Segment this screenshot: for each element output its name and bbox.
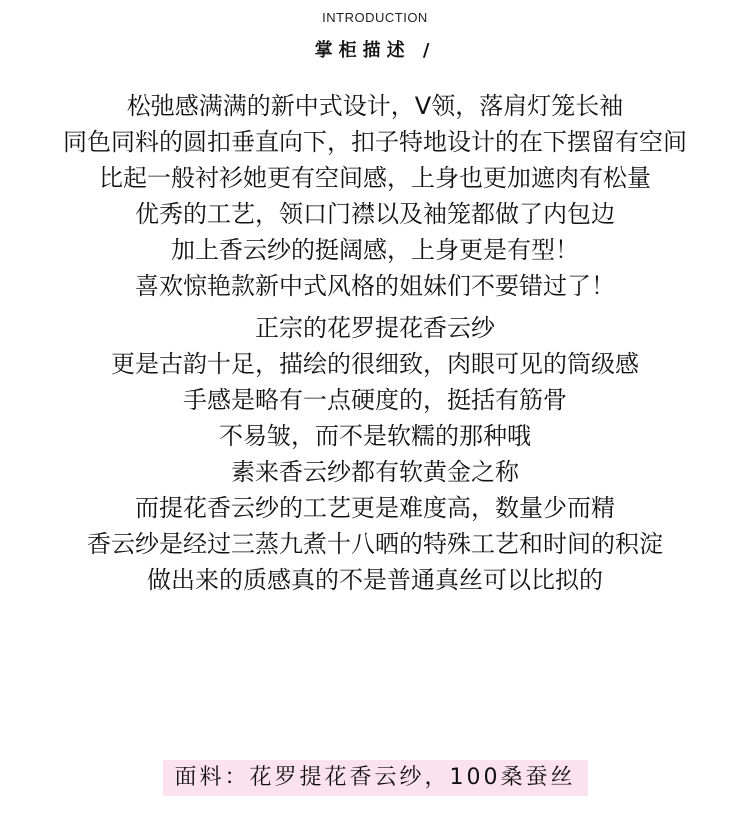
section-title-cn: 掌柜描述 / [314,40,436,61]
section-title-en: INTRODUCTION [322,10,428,25]
description-line: 香云纱是经过三蒸九煮十八晒的特殊工艺和时间的积淀 [87,530,663,558]
description-text [0,88,750,598]
description-line: 手感是略有一点硬度的，挺括有筋骨 [183,386,567,414]
description-line: 更是古韵十足，描绘的很细致，肉眼可见的筒级感 [111,350,639,378]
description-line: 做出来的质感真的不是普通真丝可以比拟的 [147,566,603,594]
fabric-label: 面料：花罗提花香云纱，100桑蚕丝 [163,760,588,796]
description-line: 不易皱，而不是软糯的那种哦 [219,422,531,450]
description-line: 同色同料的圆扣垂直向下，扣子特地设计的在下摆留有空间 [63,128,687,156]
description-line: 松弛感满满的新中式设计，V领，落肩灯笼长袖 [126,92,624,120]
description-line: 喜欢惊艳款新中式风格的姐妹们不要错过了！ [135,272,615,300]
description-line: 正宗的花罗提花香云纱 [255,314,495,342]
fabric-info [0,760,750,796]
description-line: 加上香云纱的挺阔感，上身更是有型！ [171,236,579,264]
description-line: 素来香云纱都有软黄金之称 [231,458,519,486]
description-line: 而提花香云纱的工艺更是难度高，数量少而精 [135,494,615,522]
description-line: 比起一般衬衫她更有空间感，上身也更加遮肉有松量 [99,164,651,192]
description-line: 优秀的工艺，领口门襟以及袖笼都做了内包边 [135,200,615,228]
